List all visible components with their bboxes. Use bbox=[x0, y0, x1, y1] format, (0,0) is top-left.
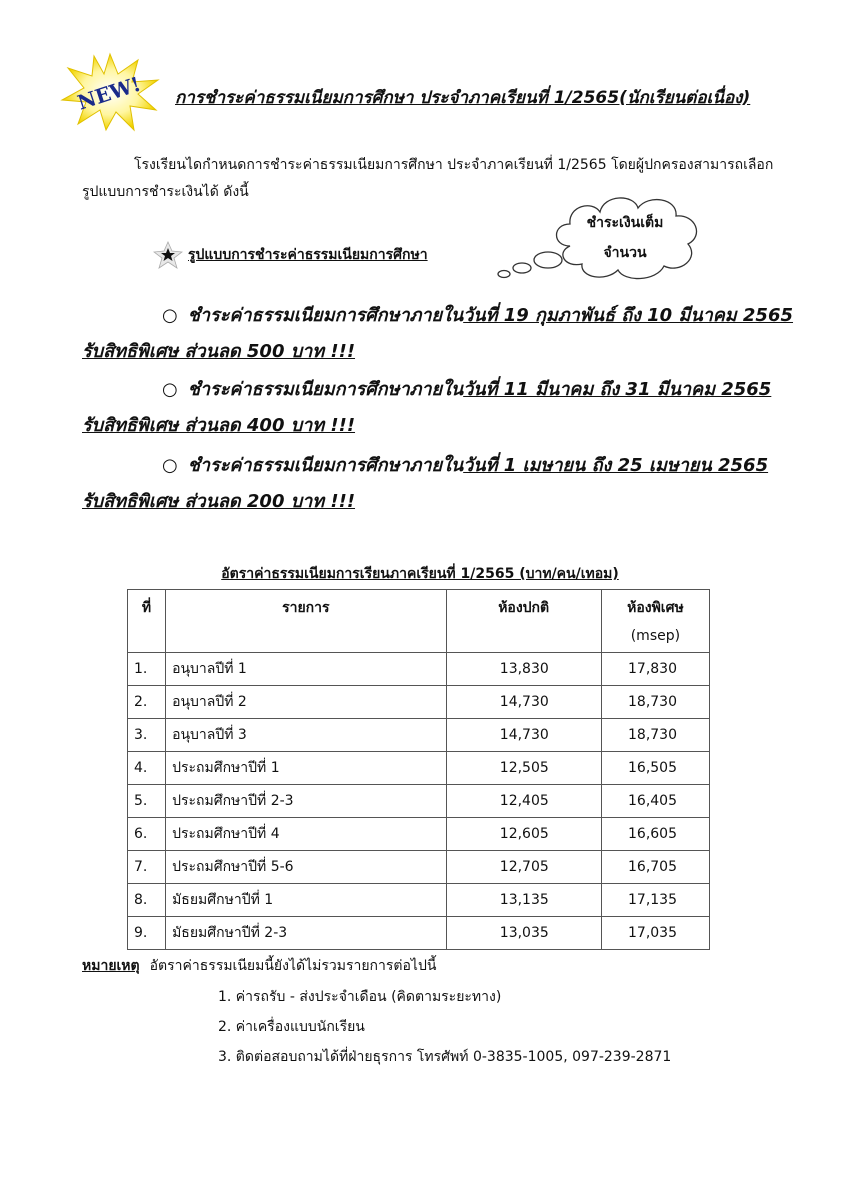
option-period: วันที่ 11 มีนาคม ถึง 31 มีนาคม 2565 bbox=[463, 379, 772, 400]
table-row bbox=[128, 653, 710, 686]
table-caption: อัตราค่าธรรมเนียมการเรียนภาคเรียนที่ 1/2565 (บาท/คน/เทอม) bbox=[221, 566, 619, 582]
option-period: วันที่ 1 เมษายน ถึง 25 เมษายน 2565 bbox=[463, 455, 769, 476]
cloud-line-2: จำนวน bbox=[603, 245, 647, 261]
cell-special: 17,830 bbox=[601, 653, 709, 686]
cell-special: 17,135 bbox=[601, 884, 709, 917]
cell-regular: 13,830 bbox=[446, 653, 601, 686]
cell-no: 9. bbox=[128, 917, 166, 950]
header-special bbox=[601, 590, 709, 653]
cell-special: 16,605 bbox=[601, 818, 709, 851]
fee-table bbox=[127, 589, 710, 950]
cell-special: 16,705 bbox=[601, 851, 709, 884]
option-privilege: รับสิทธิพิเศษ ส่วนลด 500 บาท !!! bbox=[82, 341, 356, 362]
option-privilege: รับสิทธิพิเศษ ส่วนลด 200 บาท !!! bbox=[82, 491, 356, 512]
table-row bbox=[128, 917, 710, 950]
note-item: 2. ค่าเครื่องแบบนักเรียน bbox=[218, 1019, 365, 1035]
cell-regular: 12,705 bbox=[446, 851, 601, 884]
payment-option-2 bbox=[82, 372, 822, 444]
header-no: ที่ bbox=[128, 590, 166, 653]
cell-no: 6. bbox=[128, 818, 166, 851]
page-title: การชำระค่าธรรมเนียมการศึกษา ประจำภาคเรียนที่ 1/2565(นักเรียนต่อเนื่อง) bbox=[175, 88, 751, 108]
table-row bbox=[128, 851, 710, 884]
cell-regular: 12,405 bbox=[446, 785, 601, 818]
header-item: รายการ bbox=[166, 590, 446, 653]
note-item: 3. ติดต่อสอบถามได้ที่ฝ่ายธุรการ โทรศัพท์ 0-3835-1005, 097-239-2871 bbox=[218, 1049, 672, 1065]
cell-item: ประถมศึกษาปีที่ 2-3 bbox=[166, 785, 446, 818]
new-badge-text: NEW! bbox=[74, 71, 144, 115]
option-privilege: รับสิทธิพิเศษ ส่วนลด 400 บาท !!! bbox=[82, 415, 356, 436]
cell-regular: 14,730 bbox=[446, 686, 601, 719]
cell-item: มัธยมศึกษาปีที่ 1 bbox=[166, 884, 446, 917]
table-row bbox=[128, 785, 710, 818]
table-row bbox=[128, 686, 710, 719]
cell-regular: 13,135 bbox=[446, 884, 601, 917]
cell-item: อนุบาลปีที่ 3 bbox=[166, 719, 446, 752]
table-row bbox=[128, 719, 710, 752]
circle-bullet-icon: ○ bbox=[162, 455, 178, 476]
circle-bullet-icon: ○ bbox=[162, 305, 178, 326]
circle-bullet-icon: ○ bbox=[162, 379, 178, 400]
cloud-text bbox=[575, 208, 675, 268]
new-badge-icon bbox=[60, 52, 160, 132]
header-regular: ห้องปกติ bbox=[446, 590, 601, 653]
cell-item: ประถมศึกษาปีที่ 4 bbox=[166, 818, 446, 851]
cell-special: 16,505 bbox=[601, 752, 709, 785]
intro-line-2: รูปแบบการชำระเงินได้ ดังนี้ bbox=[82, 184, 249, 200]
cell-regular: 14,730 bbox=[446, 719, 601, 752]
header-special-sub: (msep) bbox=[630, 628, 681, 644]
cell-no: 2. bbox=[128, 686, 166, 719]
payment-method-heading: รูปแบบการชำระค่าธรรมเนียมการศึกษา bbox=[188, 247, 428, 263]
option-prefix: ชำระค่าธรรมเนียมการศึกษาภายใน bbox=[187, 379, 464, 400]
cell-item: มัธยมศึกษาปีที่ 2-3 bbox=[166, 917, 446, 950]
option-prefix: ชำระค่าธรรมเนียมการศึกษาภายใน bbox=[187, 455, 464, 476]
note-text: อัตราค่าธรรมเนียมนี้ยังได้ไม่รวมรายการต่อไปนี้ bbox=[149, 958, 437, 974]
note-label: หมายเหตุ bbox=[82, 958, 140, 974]
cell-regular: 13,035 bbox=[446, 917, 601, 950]
cell-item: อนุบาลปีที่ 2 bbox=[166, 686, 446, 719]
option-prefix: ชำระค่าธรรมเนียมการศึกษาภายใน bbox=[187, 305, 464, 326]
cell-no: 1. bbox=[128, 653, 166, 686]
payment-option-3 bbox=[82, 448, 822, 520]
cell-special: 18,730 bbox=[601, 686, 709, 719]
cell-no: 3. bbox=[128, 719, 166, 752]
cloud-line-1: ชำระเงินเต็ม bbox=[586, 215, 664, 231]
table-row bbox=[128, 752, 710, 785]
cell-no: 7. bbox=[128, 851, 166, 884]
cell-special: 17,035 bbox=[601, 917, 709, 950]
intro-line-1: โรงเรียนไดกำหนดการชำระค่าธรรมเนียมการศึกษา ประจำภาคเรียนที่ 1/2565 โดยผู้ปกครองสามารถเลือก bbox=[134, 157, 774, 173]
payment-option-1 bbox=[82, 298, 822, 370]
header-special-label: ห้องพิเศษ bbox=[627, 600, 684, 616]
cell-no: 4. bbox=[128, 752, 166, 785]
star-icon bbox=[153, 240, 183, 270]
table-row bbox=[128, 818, 710, 851]
table-header-row bbox=[128, 590, 710, 653]
option-period: วันที่ 19 กุมภาพันธ์ ถึง 10 มีนาคม 2565 bbox=[463, 305, 794, 326]
cell-no: 8. bbox=[128, 884, 166, 917]
note-item: 1. ค่ารถรับ - ส่งประจำเดือน (คิดตามระยะทาง) bbox=[218, 989, 502, 1005]
cell-no: 5. bbox=[128, 785, 166, 818]
table-row bbox=[128, 884, 710, 917]
cell-regular: 12,505 bbox=[446, 752, 601, 785]
cell-special: 16,405 bbox=[601, 785, 709, 818]
cell-special: 18,730 bbox=[601, 719, 709, 752]
cell-item: อนุบาลปีที่ 1 bbox=[166, 653, 446, 686]
note bbox=[82, 955, 436, 977]
cell-item: ประถมศึกษาปีที่ 5-6 bbox=[166, 851, 446, 884]
cell-regular: 12,605 bbox=[446, 818, 601, 851]
note-list bbox=[218, 982, 671, 1072]
cell-item: ประถมศึกษาปีที่ 1 bbox=[166, 752, 446, 785]
